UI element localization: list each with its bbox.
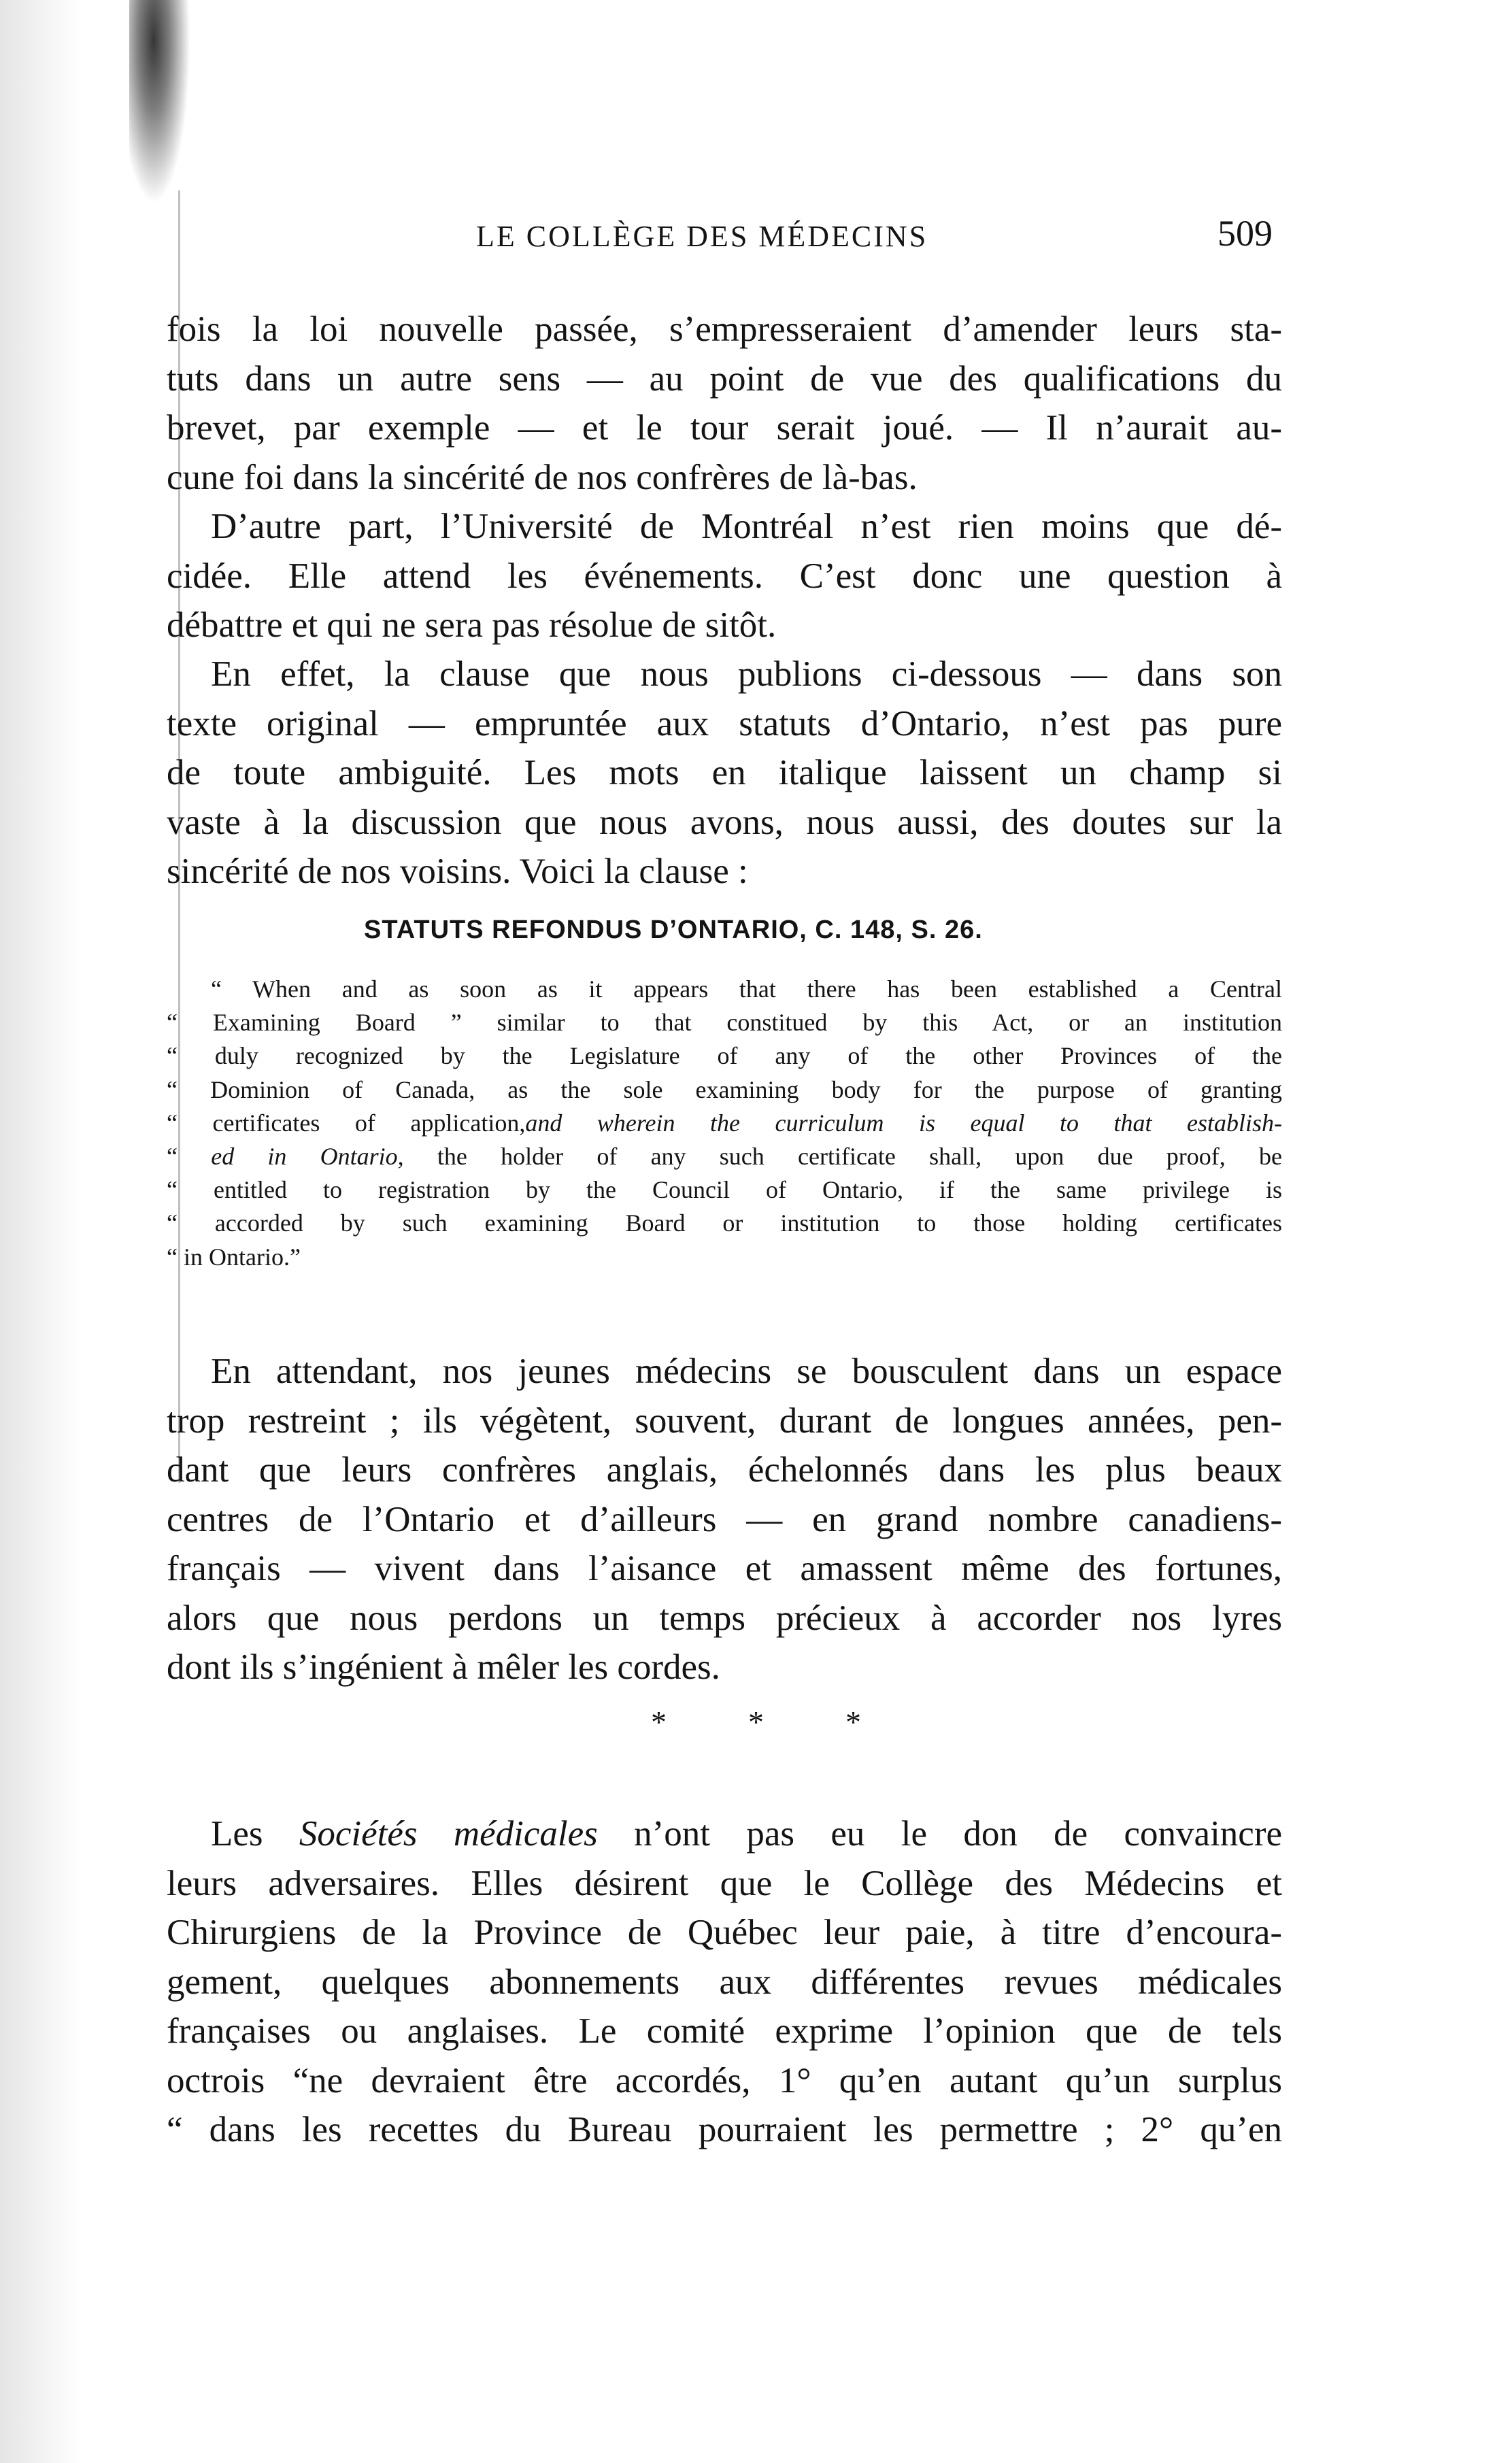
quote-line: “ accorded by such examining Board or institution to those holding certificates: [167, 1209, 1282, 1237]
scan-edge-shadow: [0, 0, 82, 2463]
quote-line: “ duly recognized by the Legislature of any of the other Provinces of the: [167, 1042, 1282, 1070]
text-line: trop restreint ; ils végètent, souvent, durant de longues années, pen-: [167, 1401, 1282, 1441]
text-line: leurs adversaires. Elles désirent que le Collège des Médecins et: [167, 1863, 1282, 1903]
text-line: octrois “ne devraient être accordés, 1° qu’en autant qu’un surplus: [167, 2060, 1282, 2100]
section-asterism: [0, 1704, 1512, 1740]
text-line: En attendant, nos jeunes médecins se bousculent dans un espace: [211, 1352, 1282, 1391]
text-line: de toute ambiguité. Les mots en italique laissent un champ si: [167, 753, 1282, 792]
statute-quote: [167, 973, 1282, 1274]
text-line: vaste à la discussion que nous avons, nous aussi, des doutes sur la: [167, 802, 1282, 842]
paragraph-1: [167, 305, 1282, 502]
asterisk: *: [845, 1705, 902, 1739]
running-head: LE COLLÈGE DES MÉDECINS: [476, 220, 928, 253]
quote-line: “ Examining Board ” similar to that constitued by this Act, or an institution: [167, 1009, 1282, 1037]
statute-heading: STATUTS REFONDUS D’ONTARIO, C. 148, S. 26.: [364, 916, 983, 944]
text-line: D’autre part, l’Université de Montréal n’est rien moins que dé-: [211, 507, 1282, 546]
text-line: centres de l’Ontario et d’ailleurs — en grand nombre canadiens-: [167, 1499, 1282, 1539]
text-line: alors que nous perdons un temps précieux à accorder nos lyres: [167, 1598, 1282, 1638]
line-end: n’ont pas eu le don de convaincre: [597, 1814, 1282, 1854]
quote-line-start: “ certificates of application,: [167, 1109, 526, 1137]
quote-line: [167, 1140, 1282, 1173]
text-line: dant que leurs confrères anglais, échelonnés dans les plus beaux: [167, 1450, 1282, 1490]
text-line: gement, quelques abonnements aux différentes revues médicales: [167, 1962, 1282, 2002]
asterisk: *: [748, 1705, 805, 1739]
text-line: tuts dans un autre sens — au point de vue des qualifications du: [167, 358, 1282, 399]
italic-phrase: and wherein the curriculum is equal to that establish-: [525, 1109, 1283, 1137]
paragraph-3: [167, 650, 1282, 897]
text-line: Chirurgiens de la Province de Québec leur paie, à titre d’encoura-: [167, 1913, 1282, 1952]
quote-line-end: the holder of any such certificate shall, upon due proof, be: [403, 1142, 1282, 1170]
text-line: brevet, par exemple — et le tour serait joué. — Il n’aurait au-: [167, 408, 1282, 448]
text-line: débattre et qui ne sera pas résolue de sitôt.: [167, 605, 777, 645]
page-number: 509: [1217, 213, 1273, 254]
text-line: fois la loi nouvelle passée, s’empresseraient d’amender leurs sta-: [167, 309, 1282, 349]
text-line: françaises ou anglaises. Le comité exprime l’opinion que de tels: [167, 2011, 1282, 2051]
text-line: En effet, la clause que nous publions ci-dessous — dans son: [211, 654, 1282, 694]
text-line: français — vivent dans l’aisance et amassent même des fortunes,: [167, 1549, 1282, 1588]
text-line: [167, 1809, 1282, 1859]
quote-line-start: “: [167, 1142, 212, 1170]
italic-phrase: ed in Ontario,: [211, 1142, 404, 1170]
paragraph-4: [167, 1347, 1282, 1692]
paragraph-2: [167, 502, 1282, 650]
text-line: “ dans les recettes du Bureau pourraient les permettre ; 2° qu’en: [167, 2110, 1282, 2149]
text-line: texte original — empruntée aux statuts d’Ontario, n’est pas pure: [167, 703, 1282, 743]
asterisk: *: [651, 1705, 707, 1739]
line-start: Les: [211, 1814, 299, 1854]
scan-edge-blot: [129, 0, 190, 204]
paragraph-5: [167, 1809, 1282, 2155]
text-line: dont ils s’ingénient à mêler les cordes.: [167, 1647, 720, 1687]
quote-line: “ entitled to registration by the Council of Ontario, if the same privilege is: [167, 1176, 1282, 1204]
text-line: sincérité de nos voisins. Voici la clause :: [167, 852, 748, 891]
quote-line: “ in Ontario.”: [167, 1243, 301, 1271]
italic-phrase: Sociétés médicales: [299, 1814, 598, 1854]
quote-line: [167, 1107, 1282, 1140]
text-line: cune foi dans la sincérité de nos confrères de là-bas.: [167, 457, 918, 497]
quote-line: “ Dominion of Canada, as the sole examining body for the purpose of granting: [167, 1075, 1282, 1103]
text-line: cidée. Elle attend les événements. C’est donc une question à: [167, 556, 1282, 596]
quote-line: “ When and as soon as it appears that there has been established a Central: [211, 975, 1282, 1003]
